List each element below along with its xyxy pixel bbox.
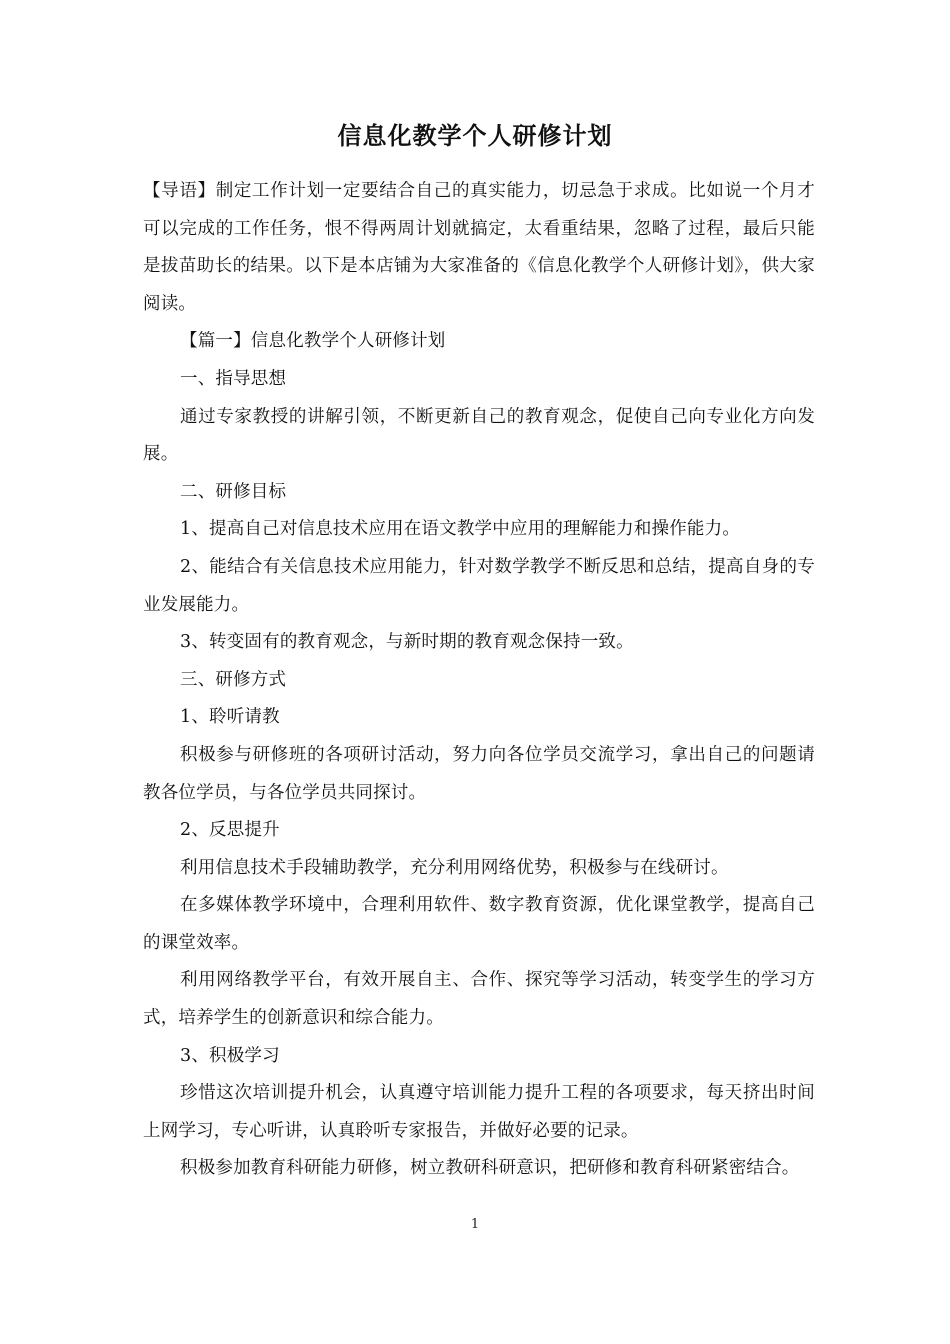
paragraph: 3、积极学习 (180, 1045, 280, 1066)
paragraph: 利用信息技术手段辅助教学，充分利用网络优势，积极参与在线研讨。 (180, 857, 729, 878)
paragraph: 【导语】制定工作计划一定要结合自己的真实能力，切忌急于求成。比如说一个月才可以完成的工作任务，恨不得两周计划就搞定，太看重结果，忽略了过程，最后只能是拔苗助长的结果。以下是本店铺为大家准备的《信息化教学个人研修计划》，供大家阅读。 (143, 181, 815, 314)
paragraph: 珍惜这次培训提升机会，认真遵守培训能力提升工程的各项要求，每天挤出时间上网学习，专心听讲，认真聆听专家报告，并做好必要的记录。 (143, 1083, 815, 1141)
document-body (143, 173, 815, 1188)
page-number: 1 (470, 1217, 480, 1232)
paragraph: 1、提高自己对信息技术应用在语文教学中应用的理解能力和操作能力。 (180, 519, 741, 540)
paragraph: 【篇一】信息化教学个人研修计划 (180, 331, 446, 352)
paragraph: 三、研修方式 (180, 669, 287, 690)
paragraph: 一、指导思想 (180, 368, 287, 389)
paragraph: 通过专家教授的讲解引领，不断更新自己的教育观念，促使自己向专业化方向发展。 (143, 406, 815, 465)
paragraph: 在多媒体教学环境中，合理利用软件、数字教育资源，优化课堂教学，提高自己的课堂效率。 (143, 895, 815, 953)
paragraph: 积极参加教育科研能力研修，树立教研科研意识，把研修和教育科研紧密结合。 (180, 1158, 800, 1179)
paragraph: 2、反思提升 (180, 820, 280, 841)
paragraph: 1、聆听请教 (180, 707, 280, 728)
paragraph: 积极参与研修班的各项研讨活动，努力向各位学员交流学习，拿出自己的问题请教各位学员，与各位学员共同探讨。 (143, 744, 815, 803)
document-title: 信息化教学个人研修计划 (337, 122, 613, 150)
paragraph: 二、研修目标 (180, 481, 287, 502)
paragraph: 2、能结合有关信息技术应用能力，针对数学教学不断反思和总结，提高自身的专业发展能力。 (143, 556, 815, 615)
paragraph: 3、转变固有的教育观念，与新时期的教育观念保持一致。 (180, 632, 634, 653)
paragraph: 利用网络教学平台，有效开展自主、合作、探究等学习活动，转变学生的学习方式，培养学生的创新意识和综合能力。 (143, 970, 815, 1029)
